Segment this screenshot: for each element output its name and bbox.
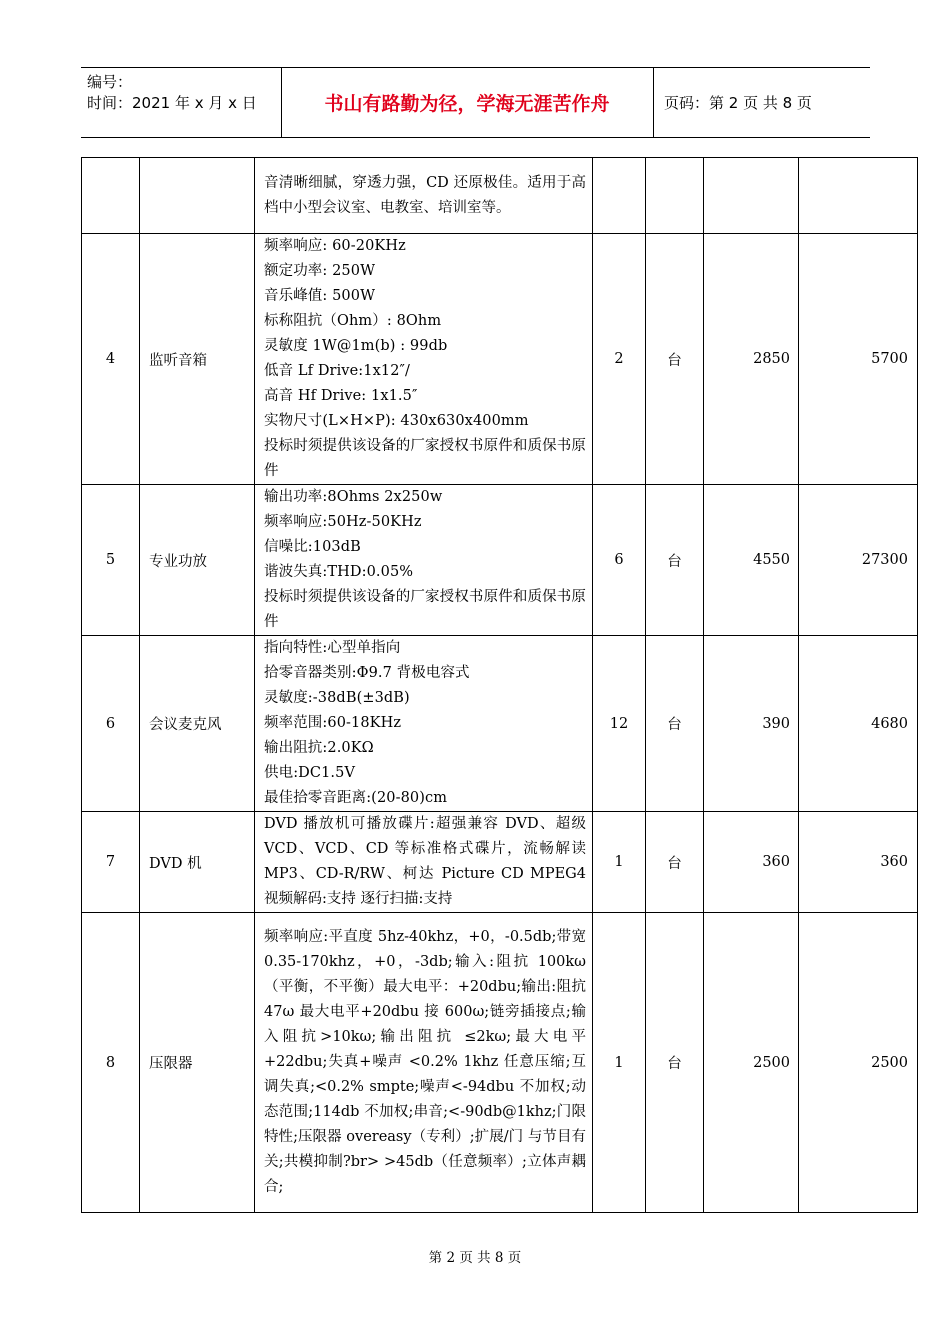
equipment-table — [81, 157, 918, 1213]
item-unit: 台 — [646, 636, 704, 812]
item-name — [140, 158, 255, 234]
item-total-price: 27300 — [799, 485, 918, 636]
item-unit: 台 — [646, 812, 704, 913]
item-name: 专业功放 — [140, 485, 255, 636]
row-number: 7 — [82, 812, 140, 913]
item-spec — [255, 158, 593, 234]
item-name: 监听音箱 — [140, 234, 255, 485]
row-number — [82, 158, 140, 234]
spec-line: 低音 Lf Drive:1x12″/ — [264, 363, 411, 379]
table-row — [82, 812, 918, 913]
item-unit: 台 — [646, 234, 704, 485]
item-total-price: 360 — [799, 812, 918, 913]
header-meta — [87, 72, 257, 114]
spec-line: 音清晰细腻，穿透力强，CD 还原极佳。适用于高档中小型会议室、电教室、培训室等。 — [264, 174, 586, 216]
item-total-price: 4680 — [799, 636, 918, 812]
item-total-price — [799, 158, 918, 234]
item-unit-price: 390 — [704, 636, 799, 812]
spec-line: 输出阻抗:2.0KΩ — [264, 740, 374, 756]
time-label: 时间：2021 年 x 月 x 日 — [87, 94, 257, 112]
item-spec — [255, 234, 593, 485]
item-unit — [646, 158, 704, 234]
item-unit-price: 360 — [704, 812, 799, 913]
header-motto: 书山有路勤为径，学海无涯苦作舟 — [324, 93, 610, 115]
header-divider — [653, 68, 654, 137]
item-unit: 台 — [646, 913, 704, 1213]
equipment-table-body — [82, 158, 918, 1213]
spec-line: 指向特性:心型单指向 — [264, 640, 401, 656]
table-row — [82, 636, 918, 812]
spec-line: 输出功率:8Ohms 2x250w — [264, 489, 443, 505]
item-unit-price: 4550 — [704, 485, 799, 636]
spec-line: 投标时须提供该设备的厂家授权书原件和质保书原件 — [264, 589, 586, 630]
item-quantity — [593, 158, 646, 234]
table-row — [82, 158, 918, 234]
item-quantity: 2 — [593, 234, 646, 485]
header-page-label: 页码：第 2 页 共 8 页 — [664, 94, 812, 112]
serial-label: 编号： — [87, 73, 133, 91]
spec-line: 标称阻抗（Ohm）: 8Ohm — [264, 313, 442, 329]
row-number: 8 — [82, 913, 140, 1213]
item-unit: 台 — [646, 485, 704, 636]
item-quantity: 1 — [593, 913, 646, 1213]
spec-line: 音乐峰值: 500W — [264, 288, 376, 304]
item-quantity: 1 — [593, 812, 646, 913]
item-unit-price — [704, 158, 799, 234]
item-quantity: 12 — [593, 636, 646, 812]
spec-line: 频率响应:平直度 5hz-40khz，+0，-0.5db;带宽 0.35-170khz，+0，-3db;输入:阻抗 100kω（平衡，不平衡）最大电平：+20dbu;输出:阻抗 47ω 最大电平+20dbu 接 600ω;链旁插接点;输入阻抗>10kω;输出阻抗 ≤2kω;最大电平+22dbu;失真+噪声 <0.2% 1khz 任意压缩;互调失真;<0.2% smpte;噪声<-94dbu 不加权;动态范围;114db 不加权;串音;<-90db@1khz;门限特性;压限器 overeasy（专利）;扩展/门 与节目有关;共模抑制?br> >45db（任意频率）;立体声耦合; — [264, 929, 586, 1195]
spec-line: 灵敏度 1W@1m(b) : 99db — [264, 338, 448, 354]
table-row — [82, 485, 918, 636]
spec-line: 供电:DC1.5V — [264, 765, 356, 781]
table-row — [82, 913, 918, 1213]
spec-line: 最佳拾零音距离:(20-80)cm — [264, 790, 448, 806]
page-footer: 第 2 页 共 8 页 — [428, 1250, 522, 1266]
item-spec — [255, 913, 593, 1213]
item-unit-price: 2500 — [704, 913, 799, 1213]
spec-line: DVD 播放机可播放碟片:超强兼容 DVD、超级 VCD、VCD、CD 等标准格式碟片，流畅解读 MP3、CD-R/RW、柯达 Picture CD MPEG4 视频解码:支持 逐行扫描:支持 — [264, 816, 586, 907]
spec-line: 谐波失真:THD:0.05% — [264, 564, 414, 580]
item-spec — [255, 812, 593, 913]
row-number: 4 — [82, 234, 140, 485]
item-spec — [255, 485, 593, 636]
spec-line: 频率响应:50Hz-50KHz — [264, 514, 422, 530]
row-number: 5 — [82, 485, 140, 636]
item-name: 会议麦克风 — [140, 636, 255, 812]
spec-line: 灵敏度:-38dB(±3dB) — [264, 690, 410, 706]
item-unit-price: 2850 — [704, 234, 799, 485]
spec-line: 频率范围:60-18KHz — [264, 715, 402, 731]
spec-line: 高音 Hf Drive: 1x1.5″ — [264, 388, 418, 404]
item-spec — [255, 636, 593, 812]
row-number: 6 — [82, 636, 140, 812]
spec-line: 频率响应: 60-20KHz — [264, 238, 406, 254]
table-row — [82, 234, 918, 485]
item-name: DVD 机 — [140, 812, 255, 913]
spec-line: 信噪比:103dB — [264, 539, 361, 555]
item-total-price: 5700 — [799, 234, 918, 485]
spec-line: 拾零音器类别:Φ9.7 背极电容式 — [264, 665, 470, 681]
item-total-price: 2500 — [799, 913, 918, 1213]
page-header — [81, 67, 870, 138]
spec-line: 额定功率: 250W — [264, 263, 376, 279]
spec-line: 实物尺寸(L×H×P): 430x630x400mm — [264, 413, 529, 429]
spec-line: 投标时须提供该设备的厂家授权书原件和质保书原件 — [264, 438, 586, 479]
item-name: 压限器 — [140, 913, 255, 1213]
item-quantity: 6 — [593, 485, 646, 636]
